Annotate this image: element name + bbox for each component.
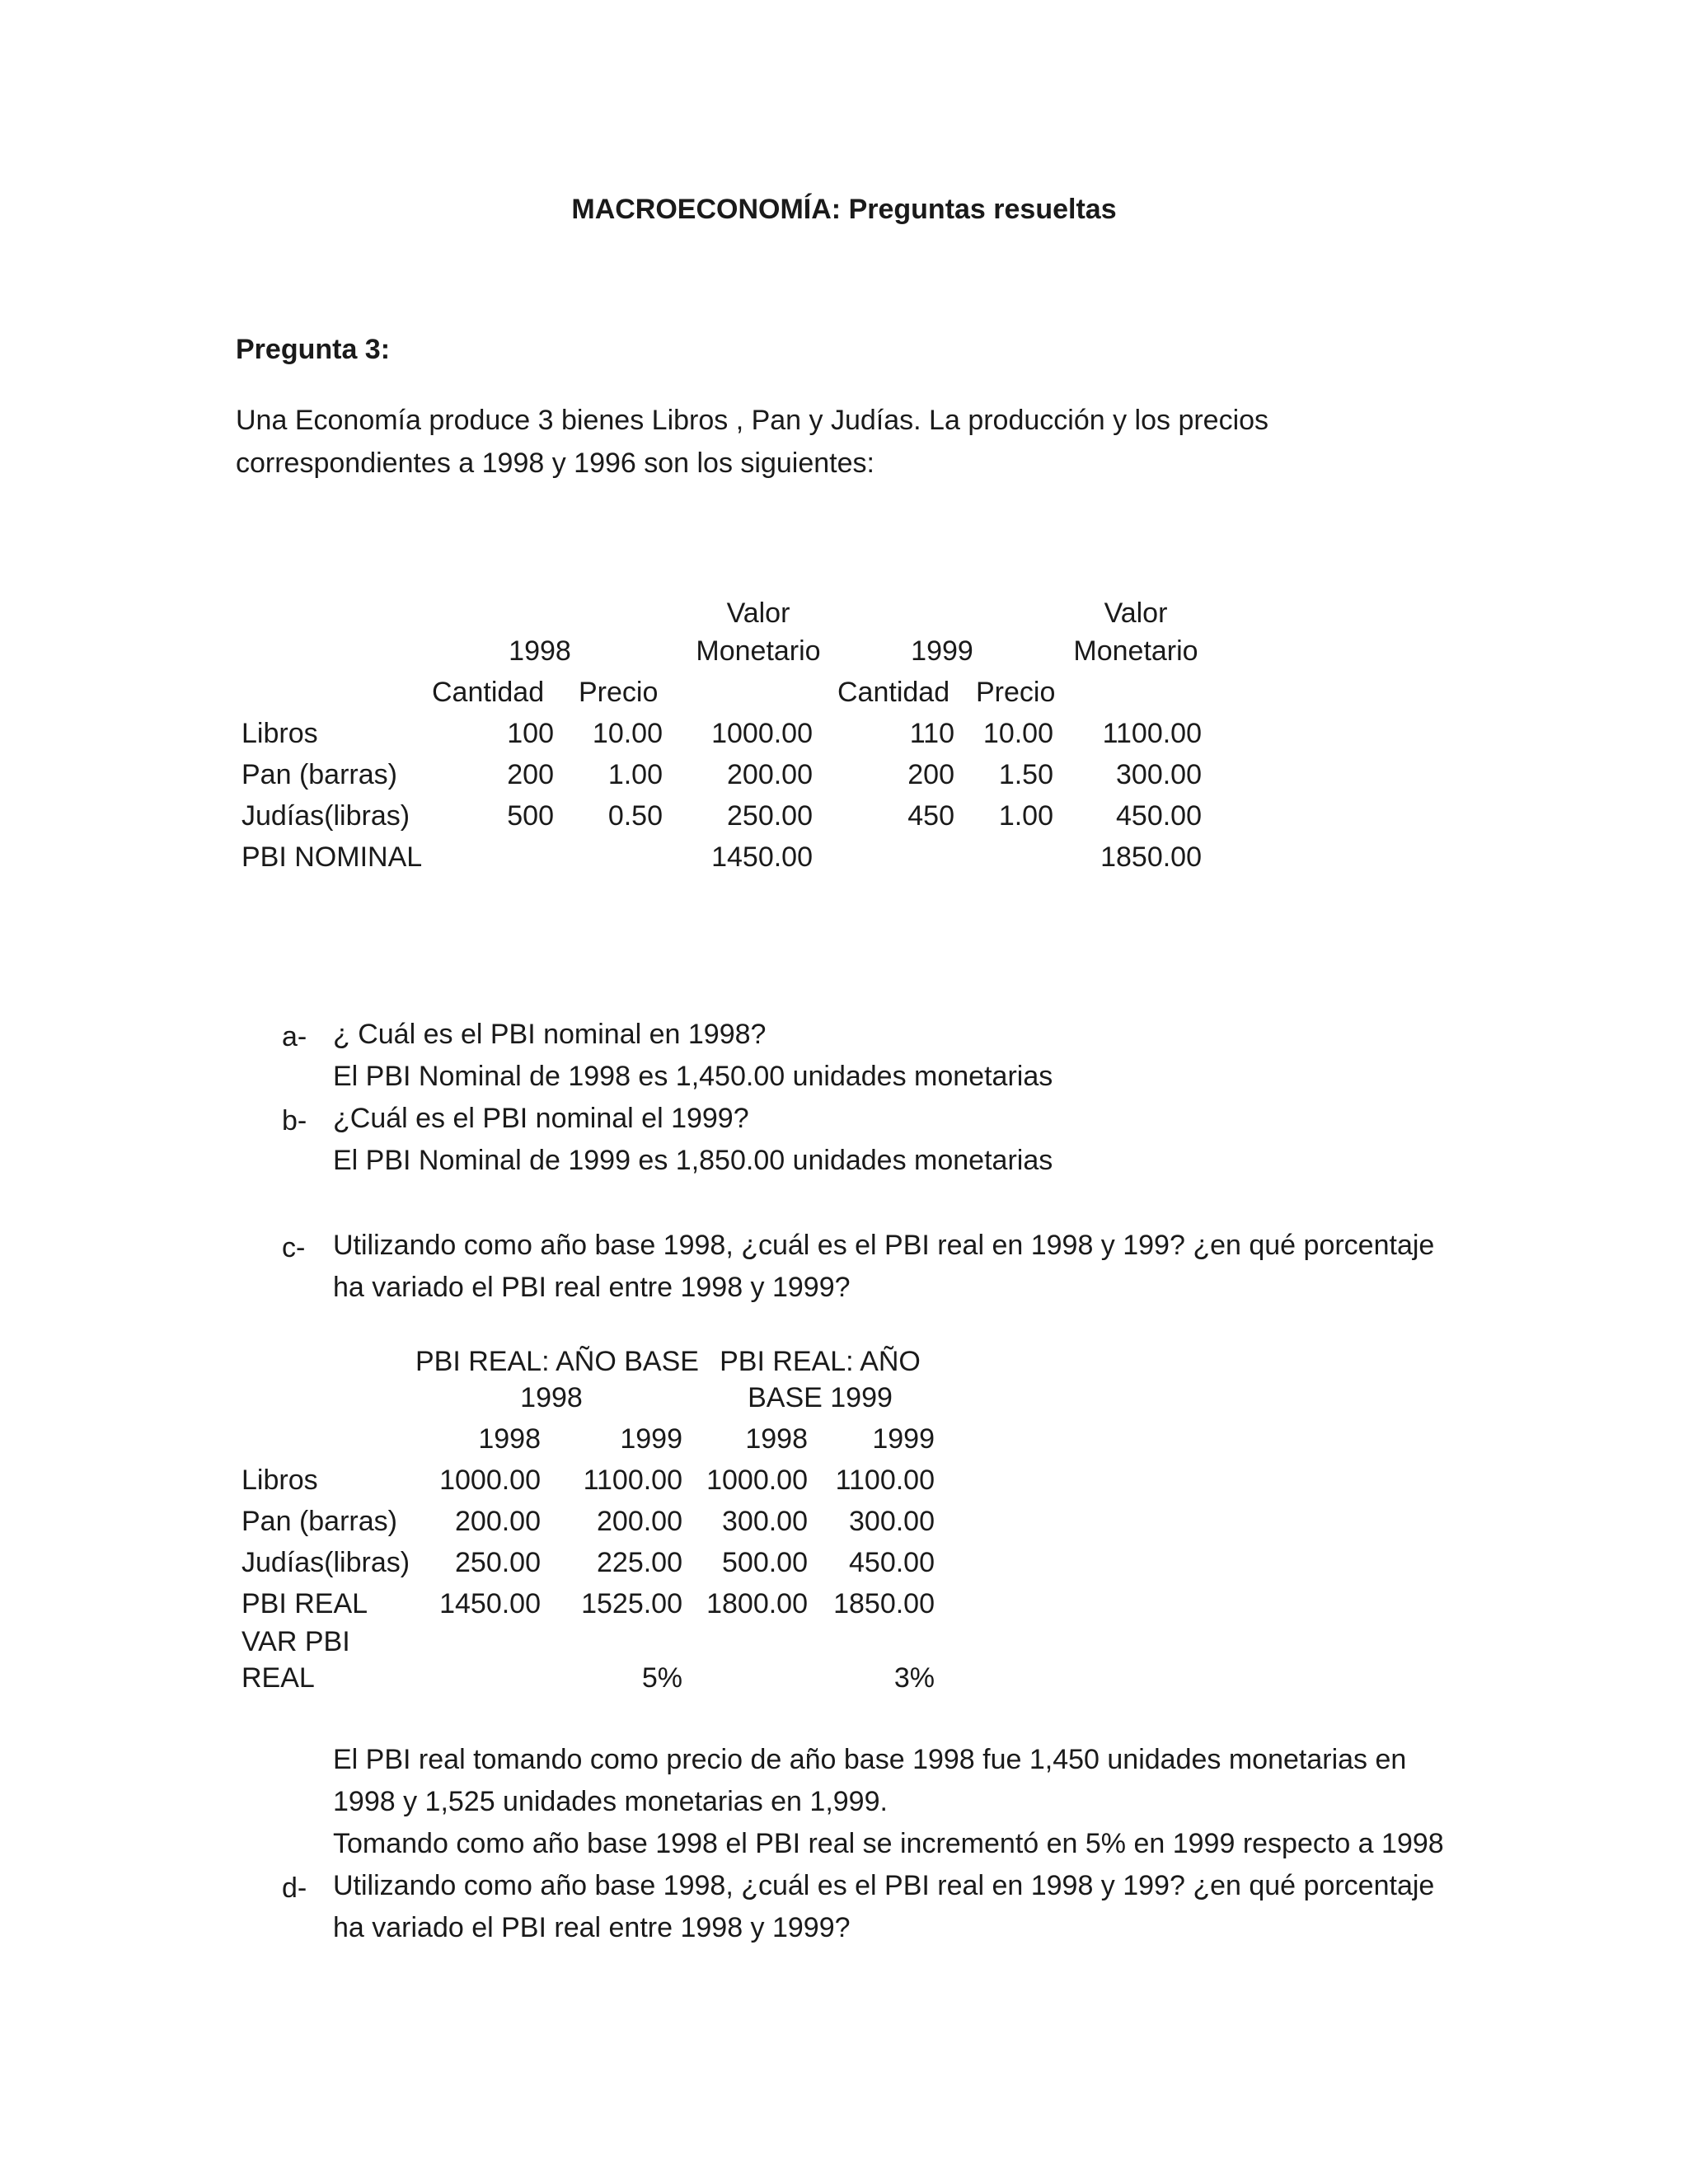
item-a-answer: El PBI Nominal de 1998 es 1,450.00 unidades monetarias <box>333 1061 1053 1092</box>
item-b-question: ¿Cuál es el PBI nominal el 1999? <box>333 1103 749 1134</box>
table1-precio2: Precio <box>976 677 1056 708</box>
table1-cell: 10.00 <box>982 718 1053 749</box>
question-heading: Pregunta 3: <box>236 334 391 365</box>
table1-valor1-line1: Valor <box>726 598 790 629</box>
document-title: MACROECONOMÍA: Preguntas resueltas <box>571 194 1117 225</box>
table1-cell: 500 <box>507 800 554 832</box>
table1-cell: 200 <box>507 759 554 790</box>
table2-cell: 225.00 <box>597 1547 682 1578</box>
table2-cell: 1000.00 <box>439 1465 541 1496</box>
table2-cell: 450.00 <box>849 1547 935 1578</box>
table1-year1: 1998 <box>509 635 571 667</box>
table2-cell: 1000.00 <box>706 1465 808 1496</box>
table2-group2-line2: BASE 1999 <box>748 1382 893 1413</box>
table2-var-label-line2: REAL <box>241 1662 315 1694</box>
table1-row-label: PBI NOMINAL <box>241 841 423 873</box>
table1-cell: 1.50 <box>998 759 1053 790</box>
table2-cell: 200.00 <box>597 1506 682 1537</box>
table2-group1-line2: 1998 <box>520 1382 583 1413</box>
table2-cell: 250.00 <box>455 1547 541 1578</box>
item-c-letter: c- <box>282 1232 306 1263</box>
item-b-answer: El PBI Nominal de 1999 es 1,850.00 unidades monetarias <box>333 1145 1053 1176</box>
table1-cell: 200 <box>907 759 954 790</box>
table1-row-label: Libros <box>241 718 318 749</box>
table1-precio1: Precio <box>579 677 659 708</box>
table1-cell: 100 <box>507 718 554 749</box>
table1-cell: 300.00 <box>1116 759 1202 790</box>
table1-valor2-line2: Monetario <box>1073 635 1198 667</box>
table1-year2: 1999 <box>911 635 973 667</box>
conclusion-paragraph-1: El PBI real tomando como precio de año base 1998 fue 1,450 unidades monetarias en 1998 y 1,525 unidades monetarias en 1,999. <box>333 1744 1407 1817</box>
table2-row-label: Judías(libras) <box>241 1547 410 1578</box>
table1-cell: 450 <box>907 800 954 832</box>
table2-cell: 1525.00 <box>581 1588 682 1619</box>
table1-cell: 1.00 <box>607 759 663 790</box>
item-c-question: Utilizando como año base 1998, ¿cuál es el PBI real en 1998 y 199? ¿en qué porcentaje ha variado el PBI real entre 1998 y 1999? <box>333 1230 1435 1303</box>
table2-row-label: Pan (barras) <box>241 1506 397 1537</box>
table1-row-label: Judías(libras) <box>241 800 410 832</box>
table2-var-label-line1: VAR PBI <box>241 1626 350 1657</box>
table2-row-label: Libros <box>241 1465 318 1496</box>
item-a-question: ¿ Cuál es el PBI nominal en 1998? <box>333 1019 767 1050</box>
table2-cell: 300.00 <box>849 1506 935 1537</box>
table2-group2-line1: PBI REAL: AÑO <box>720 1346 921 1377</box>
table2-cell: 1850.00 <box>833 1588 935 1619</box>
table2-year: 1999 <box>620 1423 682 1455</box>
table1-valor1-line2: Monetario <box>696 635 821 667</box>
intro-paragraph: Una Economía produce 3 bienes Libros , Pan y Judías. La producción y los precios correspondientes a 1998 y 1996 son los siguientes: <box>236 405 1269 479</box>
item-b-letter: b- <box>282 1105 307 1137</box>
table1-row-label: Pan (barras) <box>241 759 397 790</box>
table2-group1-line1: PBI REAL: AÑO BASE <box>415 1346 699 1377</box>
table1-cell: 10.00 <box>592 718 663 749</box>
table2-year: 1999 <box>872 1423 935 1455</box>
table1-cell: 200.00 <box>727 759 813 790</box>
table1-cell: 1850.00 <box>1100 841 1202 873</box>
table1-cantidad1: Cantidad <box>432 677 545 708</box>
table1-cell: 110 <box>909 718 954 749</box>
table1-cell: 0.50 <box>607 800 663 832</box>
conclusion-paragraph-2: Tomando como año base 1998 el PBI real se incrementó en 5% en 1999 respecto a 1998 <box>333 1828 1444 1859</box>
item-d-letter: d- <box>282 1872 307 1904</box>
table2-row-label: PBI REAL <box>241 1588 368 1619</box>
table1-cantidad2: Cantidad <box>837 677 950 708</box>
item-a-letter: a- <box>282 1021 307 1052</box>
table1-cell: 1100.00 <box>1102 718 1202 749</box>
table2-year: 1998 <box>745 1423 808 1455</box>
table2-cell: 200.00 <box>455 1506 541 1537</box>
table1-cell: 1450.00 <box>711 841 813 873</box>
table1-cell: 1000.00 <box>711 718 813 749</box>
table1-cell: 250.00 <box>727 800 813 832</box>
table2-var-value: 5% <box>641 1662 682 1694</box>
item-d-question: Utilizando como año base 1998, ¿cuál es el PBI real en 1998 y 199? ¿en qué porcentaje ha variado el PBI real entre 1998 y 1999? <box>333 1870 1435 1943</box>
table2-cell: 500.00 <box>722 1547 808 1578</box>
table2-cell: 1800.00 <box>706 1588 808 1619</box>
table2-year: 1998 <box>478 1423 541 1455</box>
table2-var-value: 3% <box>893 1662 935 1694</box>
table2-cell: 1100.00 <box>835 1465 935 1496</box>
table2-cell: 1450.00 <box>439 1588 541 1619</box>
table1-cell: 450.00 <box>1116 800 1202 832</box>
table1-valor2-line1: Valor <box>1104 598 1168 629</box>
table2-cell: 300.00 <box>722 1506 808 1537</box>
table2-cell: 1100.00 <box>583 1465 682 1496</box>
table1-cell: 1.00 <box>998 800 1053 832</box>
